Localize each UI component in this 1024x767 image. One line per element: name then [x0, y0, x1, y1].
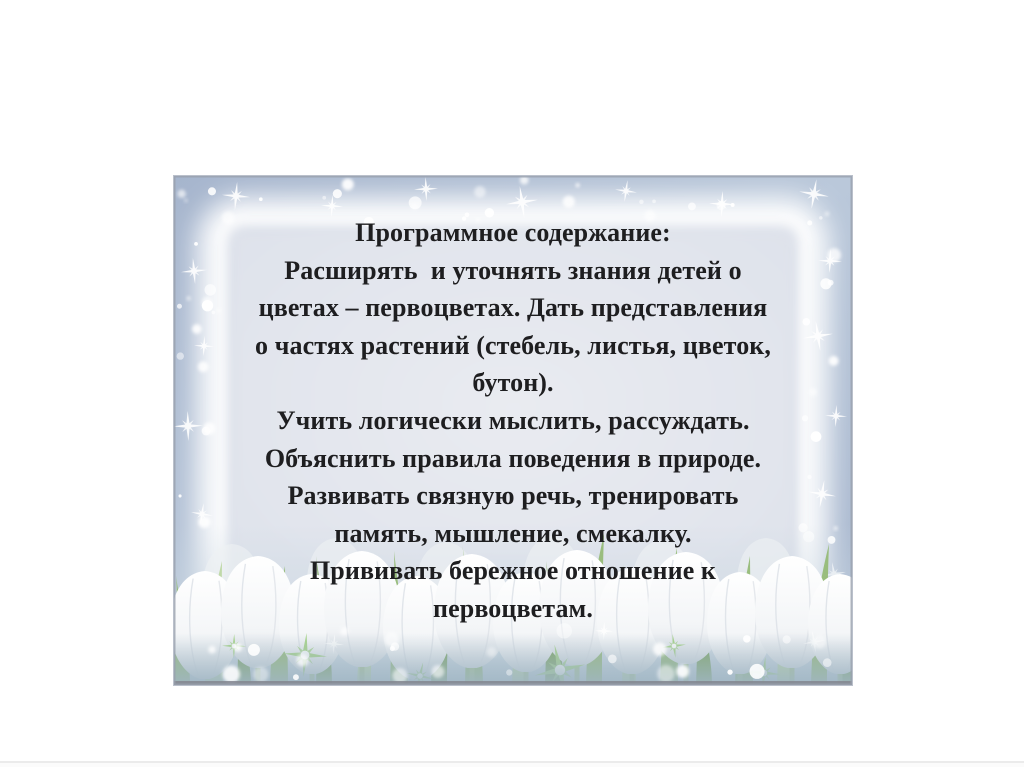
slide-text-line: Учить логически мыслить, рассуждать. [276, 405, 750, 435]
slide-text-line: Развивать связную речь, тренировать [287, 481, 739, 511]
slide-text-block [204, 214, 822, 628]
below-divider-strip [0, 763, 1024, 767]
slide-text-line: Расширять и уточнять знания детей о [284, 255, 742, 285]
slide-text-line: цветах – первоцветах. Дать представления [258, 293, 768, 323]
slide-image [174, 176, 852, 685]
slide-text-line: о частях растений (стебель, листья, цветок, [255, 330, 771, 360]
slide-text-line: бутон). [472, 368, 554, 398]
slide-text-line: Объяснить правила поведения в природе. [264, 443, 762, 473]
slide-text-line: первоцветам. [433, 593, 593, 623]
slide-text-line: Прививать бережное отношение к [309, 556, 717, 586]
slide-text-line: Программное содержание: [355, 218, 671, 247]
slide-text-line: память, мышление, смекалку. [334, 518, 692, 548]
